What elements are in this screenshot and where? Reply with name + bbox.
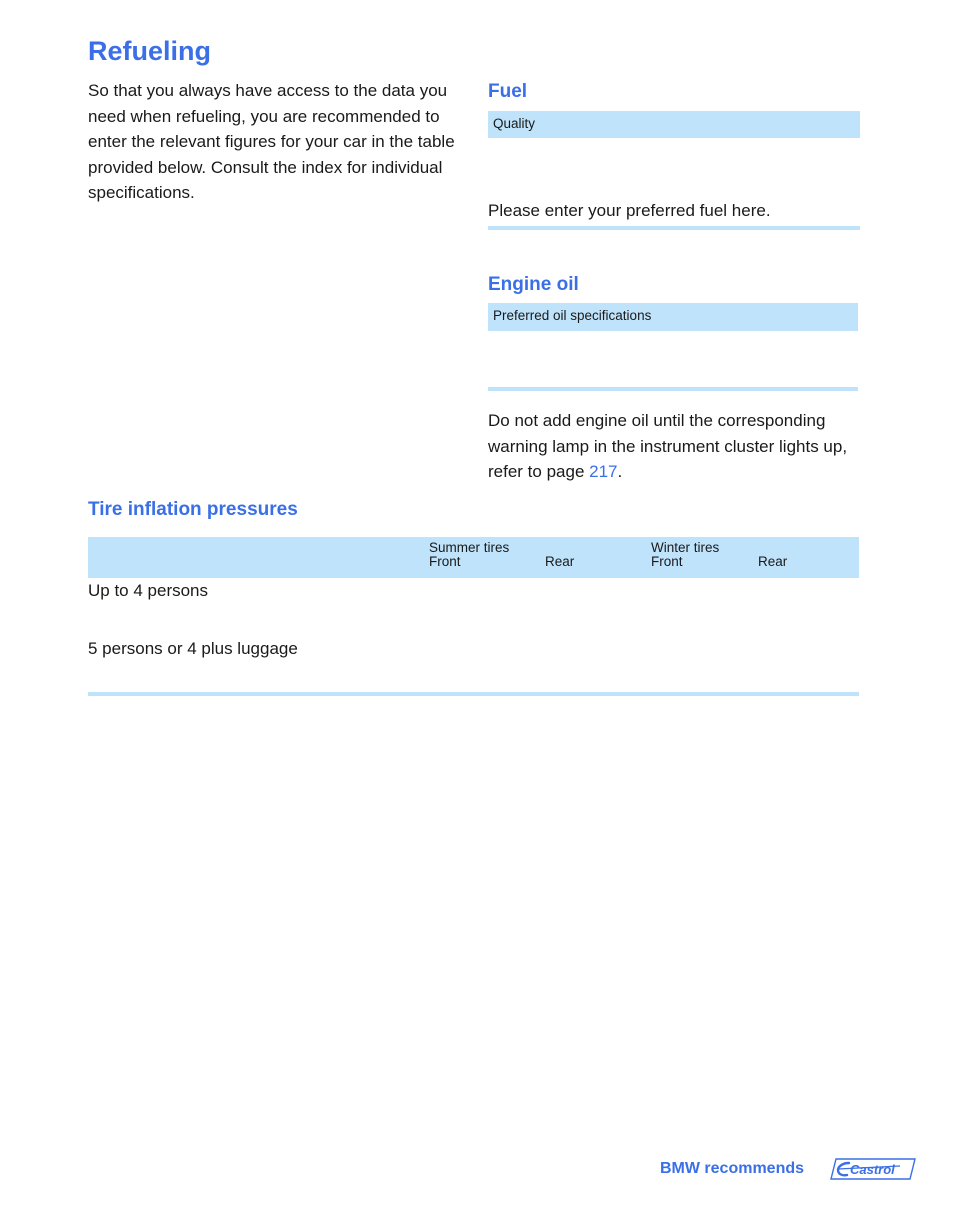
- oil-divider: [488, 387, 858, 391]
- summer-front-label: Front: [429, 554, 461, 569]
- fuel-note: Please enter your preferred fuel here.: [488, 201, 771, 220]
- fuel-quality-label: Quality: [493, 116, 536, 131]
- oil-spec-label: Preferred oil specifications: [493, 308, 652, 323]
- oil-note-end: .: [617, 462, 623, 481]
- tire-table-header: [88, 537, 859, 578]
- oil-spec-band: [488, 303, 858, 331]
- footer-text: BMW recommends: [660, 1160, 805, 1177]
- fuel-divider: [488, 226, 860, 230]
- oil-note: [488, 408, 860, 485]
- tire-pressure-heading: Tire inflation pressures: [88, 499, 298, 520]
- tire-table-divider: [88, 692, 859, 696]
- intro-paragraph: So that you always have access to the data you need when refueling, you are recommended to enter the relevant figures for your car in the table provided below. Consult the index for individual specifications.: [88, 81, 455, 202]
- winter-tires-label: Winter tires: [651, 540, 720, 555]
- tire-row-label: Up to 4 persons: [88, 581, 209, 600]
- fuel-heading: Fuel: [488, 81, 528, 102]
- page-title: Refueling: [88, 36, 212, 66]
- summer-tires-label: Summer tires: [429, 540, 510, 555]
- summer-rear-label: Rear: [545, 554, 575, 569]
- tire-row-label: 5 persons or 4 plus luggage: [88, 639, 298, 658]
- castrol-logo: [830, 1158, 916, 1180]
- page-reference-link[interactable]: 217: [589, 462, 618, 481]
- winter-rear-label: Rear: [758, 554, 788, 569]
- winter-front-label: Front: [651, 554, 683, 569]
- fuel-quality-band: [488, 111, 860, 138]
- castrol-logo-text: Castrol: [850, 1162, 895, 1177]
- engine-oil-heading: Engine oil: [488, 274, 579, 295]
- footer-branding: [660, 1158, 920, 1182]
- oil-note-text: Do not add engine oil until the corresponding warning lamp in the instrument cluster lights up, refer to page: [488, 411, 848, 481]
